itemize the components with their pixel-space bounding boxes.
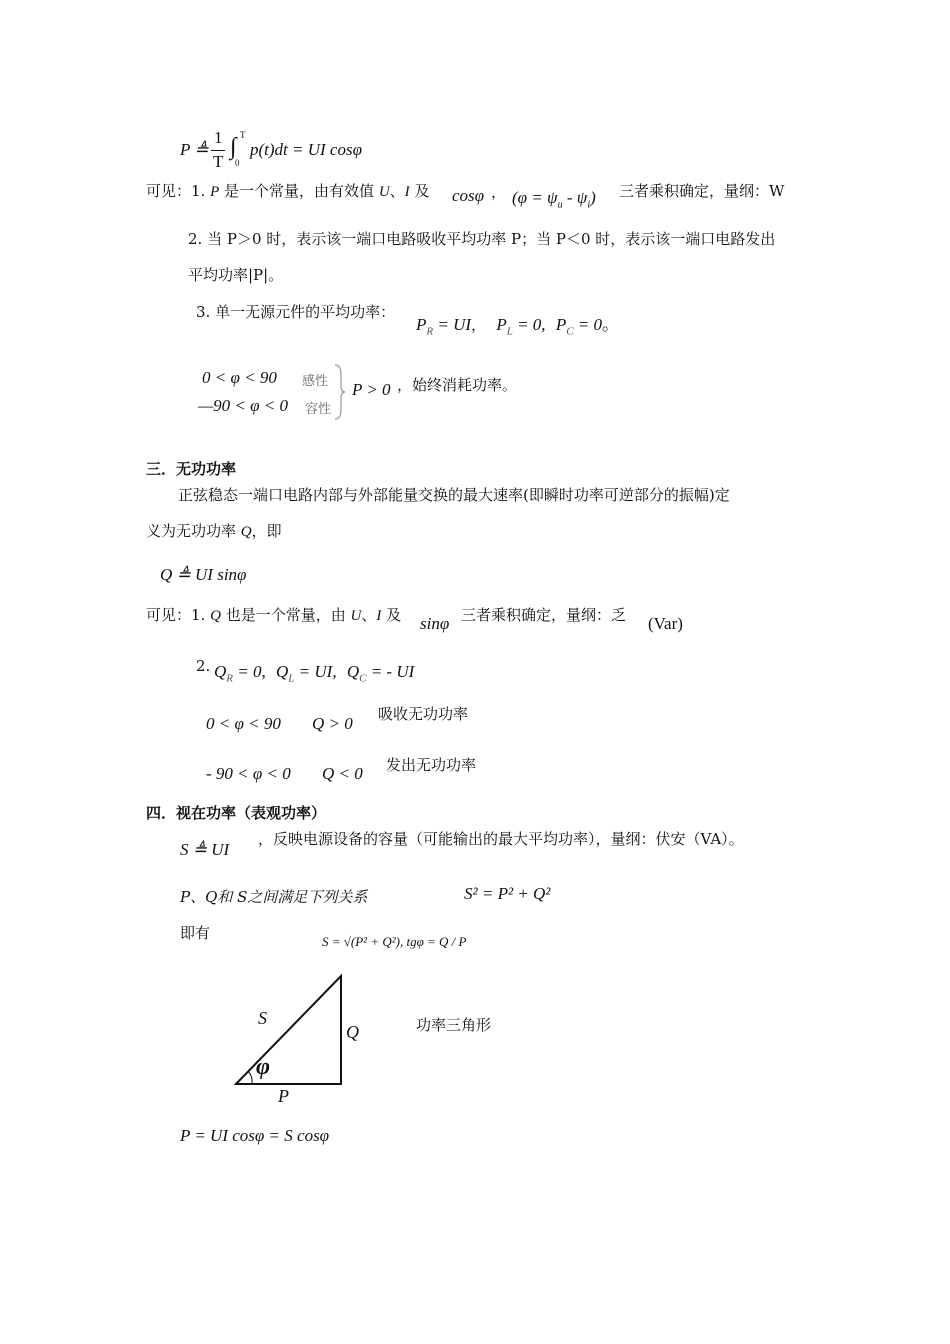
pqs-relation-formula: S² = P² + Q² (464, 884, 551, 903)
section-3-para-line2: 义为无功功率 Q，即 (146, 522, 282, 540)
apparent-power-formula: S ≜ UI (180, 840, 230, 859)
q-case-1-text: 吸收无功功率 (378, 705, 469, 723)
q-note-1-tail: 三者乘积确定，量纲：乏 (461, 606, 627, 624)
power-triangle (230, 970, 350, 1090)
q-case-2-range: - 90 < φ < 0 (206, 764, 291, 783)
note-1-tail: 三者乘积确定，量纲：W (619, 182, 785, 200)
note-1: 可见：1. P 是一个常量，由有效值 U、I 及 (146, 182, 430, 200)
sin-phi: sinφ (420, 614, 450, 633)
var-unit: (Var) (648, 614, 683, 633)
note-2-line2: 平均功率|P|。 (188, 266, 284, 284)
q-note-2-label: 2. (196, 657, 211, 675)
angle-range-1: 0 < φ < 90 (202, 368, 277, 387)
q-case-2-text: 发出无功功率 (386, 756, 477, 774)
triangle-caption: 功率三角形 (416, 1016, 492, 1034)
phi-relation: $(\varphi = \psi_u - \psi_i)$ (512, 188, 596, 211)
derived-formula: S = √(P² + Q²), tgφ = Q / P (322, 934, 467, 949)
note-3-label: 3. 单一无源元件的平均功率： (196, 303, 396, 321)
capacitive-tag: 容性 (305, 402, 332, 417)
always-consumes: ，始终消耗功率。 (397, 376, 518, 394)
p-positive: P > 0 (352, 380, 391, 399)
range-brace (334, 364, 346, 420)
note-2-line1: 2. 当 P＞0 时，表示该一端口电路吸收平均功率 P；当 P＜0 时，表示该一端口电路发出 (188, 230, 776, 248)
q-case-1-range: 0 < φ < 90 (206, 714, 281, 733)
cos-phi: cosφ (452, 186, 485, 205)
q-note-1: 可见：1. Q 也是一个常量，由 U、I 及 (146, 606, 402, 624)
note-3-formula: $P_R$ = UI， $P_L = 0$, $P_C = 0$。 (416, 315, 620, 338)
section-3-para-line1: 正弦稳态一端口电路内部与外部能量交换的最大速率(即瞬时功率可逆部分的振幅)定 (178, 486, 730, 504)
section-3-heading: 三．无功功率 (146, 460, 237, 478)
q-case-2-result: Q < 0 (322, 764, 363, 783)
angle-range-2: —90 < φ < 0 (198, 396, 288, 415)
section-4-heading: 四．视在功率（表观功率） (146, 804, 327, 822)
inductive-tag: 感性 (302, 374, 329, 389)
triangle-shape (236, 976, 341, 1084)
angle-arc (248, 1071, 252, 1084)
pqs-relation-text: P、Q和 S之间满足下列关系 (180, 888, 368, 906)
triangle-label-phi: φ (256, 1054, 271, 1080)
final-formula: P = UI cosφ = S cosφ (180, 1126, 330, 1145)
q-case-1-result: Q > 0 (312, 714, 353, 733)
q-note-2-formula: $Q_R = 0$, $Q_L$ = UI, $Q_C$ = - UI (214, 662, 415, 685)
comma: ， (491, 183, 507, 201)
reactive-power-formula: Q ≜ UI sinφ (160, 565, 247, 584)
triangle-label-p: P (278, 1086, 289, 1106)
triangle-label-s: S (258, 1008, 267, 1028)
therefore-label: 即有 (180, 924, 211, 942)
triangle-label-q: Q (346, 1022, 359, 1042)
apparent-power-desc: ，反映电源设备的容量（可能输出的最大平均功率），量纲：伏安（VA）。 (258, 830, 744, 848)
